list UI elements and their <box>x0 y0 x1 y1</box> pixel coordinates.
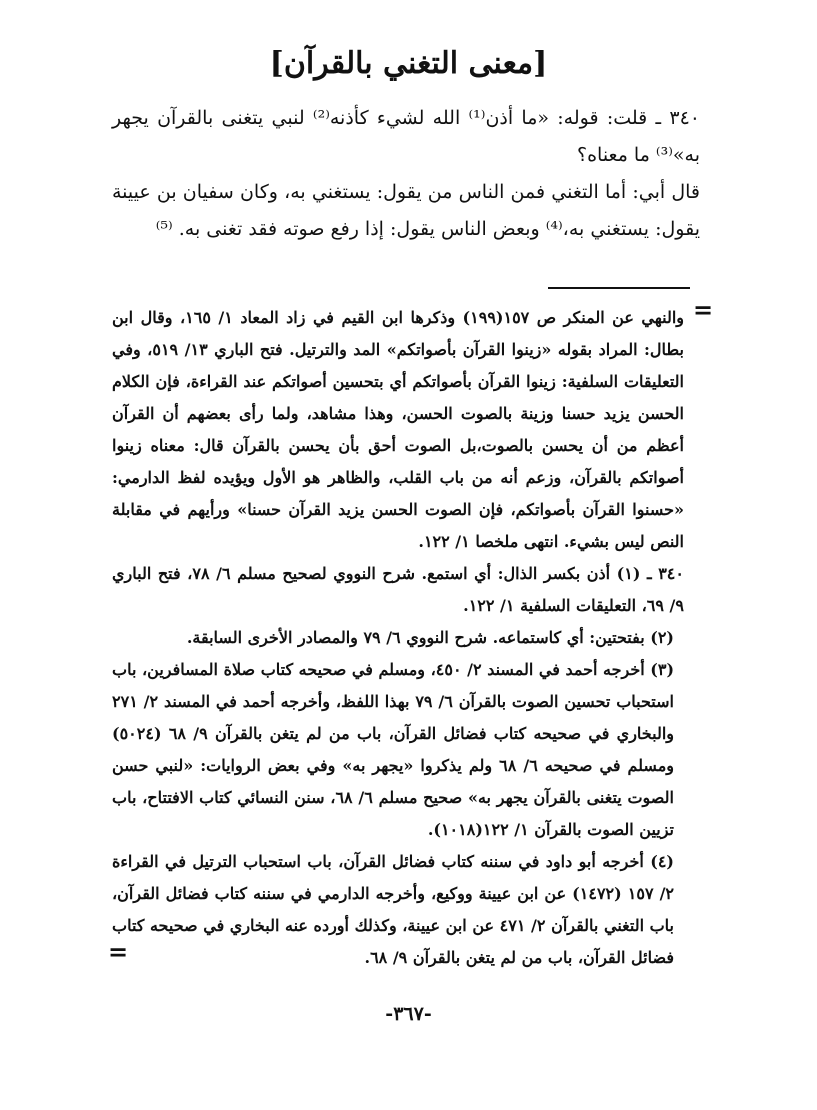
page-number: -٣٦٧- <box>385 1003 432 1025</box>
footnote-continuation: والنهي عن المنكر ص ١٥٧(١٩٩) وذكرها ابن القيم في زاد المعاد ١/ ١٦٥، وقال ابن بطال: المراد بقوله «زينوا القرآن بأصواتكم» المد والترتيل. فتح الباري ١٣/ ٥١٩، وفي التعليقات السلفية: زينوا القرآن بأصواتكم أي بتحسين أصواتكم عند القراءة، فإن الكلام الحسن يزيد حسنا وزينة بالصوت الحسن، وهذا مشاهد، ولما رأى بعضهم أن القرآن أعظم من أن يحسن بالصوت،بل الصوت أحق بأن يحسن بالقرآن قال: معناه زينوا أصواتكم بالقرآن، وزعم أنه من باب القلب، والظاهر هو الأول ويؤيده لفظ الدارمي: «حسنوا القرآن بأصواتكم، فإن الصوت الحسن يزيد القرآن حسنا» ورأيهم في مقابلة النص ليس بشيء. انتهى ملخصا ١/ ١٢٢. <box>112 308 685 551</box>
footnotes <box>112 302 684 974</box>
footnote-1: ٣٤٠ ـ (١) أذن بكسر الذال: أي استمع. شرح النووي لصحيح مسلم ٦/ ٧٨، فتح الباري ٩/ ٦٩، التعليقات السلفية ١/ ١٢٢. <box>112 564 684 615</box>
footnote-separator <box>548 287 690 289</box>
continued-marker-top: = <box>693 295 714 324</box>
question-paragraph: ٣٤٠ ـ قلت: قوله: «ما أذن⁽¹⁾ الله لشيء كأذنه⁽²⁾ لنبي يتغنى بالقرآن يجهر به»⁽³⁾ ما معناه؟ <box>112 107 700 166</box>
continued-marker-bottom: = <box>108 937 129 966</box>
footnote-3: (٣) أخرجه أحمد في المسند ٢/ ٤٥٠، ومسلم في صحيحه كتاب صلاة المسافرين، باب استحباب تحسين الصوت بالقرآن ٦/ ٧٩ بهذا اللفظ، وأخرجه أحمد في المسند ٢/ ٢٧١ والبخاري في صحيحه كتاب فضائل القرآن، باب من لم يتغن بالقرآن ٩/ ٦٨ (٥٠٢٤) ومسلم في صحيحه ٦/ ٦٨ ولم يذكروا «يجهر به» وفي بعض الروايات: «لنبي حسن الصوت يتغنى بالقرآن يجهر به» صحيح مسلم ٦/ ٦٨، سنن النسائي كتاب الافتتاح، باب تزيين الصوت بالقرآن ١/ ١٢٢(١٠١٨). <box>112 660 675 839</box>
footnote-2: (٢) بفتحتين: أي كاستماعه. شرح النووي ٦/ ٧٩ والمصادر الأخرى السابقة. <box>186 628 674 647</box>
page-title: [معنى التغني بالقرآن] <box>269 46 548 81</box>
main-text <box>112 100 700 248</box>
footnote-4: (٤) أخرجه أبو داود في سننه كتاب فضائل القرآن، باب استحباب الترتيل في القراءة ٢/ ١٥٧ (١٤٧٢) عن ابن عيينة ووكيع، وأخرجه الدارمي في سننه كتاب فضائل القرآن، باب التغني بالقرآن ٢/ ٤٧١ عن ابن عيينة، وكذلك أورده عنه البخاري في صحيحه كتاب فضائل القرآن، باب من لم يتغن بالقرآن ٩/ ٦٨. <box>112 852 675 967</box>
answer-paragraph: قال أبي: أما التغني فمن الناس من يقول: يستغني به، وكان سفيان بن عيينة يقول: يستغني به،⁽⁴⁾ وبعض الناس يقول: إذا رفع صوته فقد تغنى به. ⁽⁵⁾ <box>112 181 700 240</box>
